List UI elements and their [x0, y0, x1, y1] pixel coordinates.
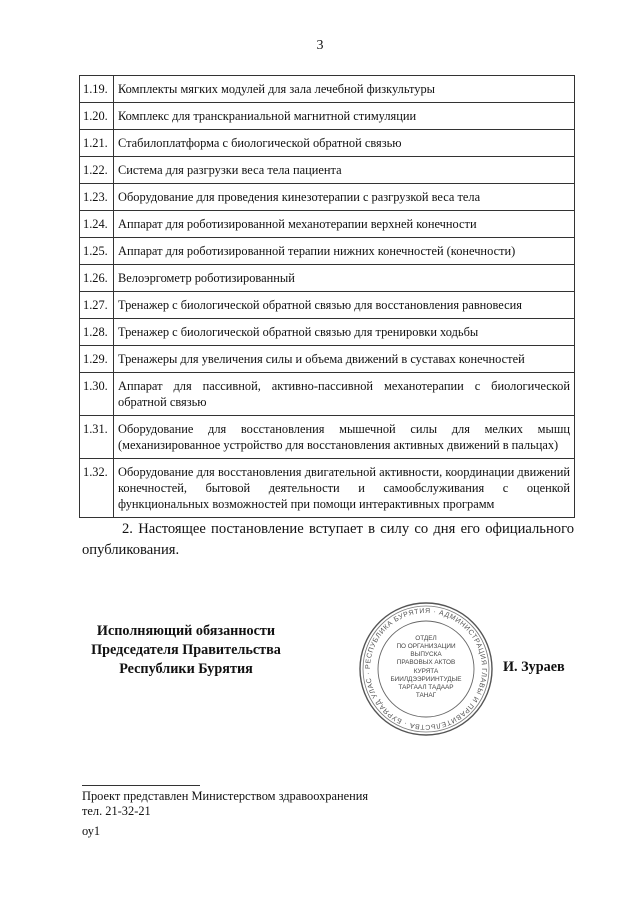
item-description: Комплекты мягких модулей для зала лечебной физкультуры — [114, 76, 575, 103]
item-number: 1.27. — [80, 292, 114, 319]
table-row — [80, 265, 575, 292]
item-number: 1.26. — [80, 265, 114, 292]
table-row — [80, 346, 575, 373]
item-number: 1.24. — [80, 211, 114, 238]
seal-line3: ВЫПУСКА — [410, 651, 442, 658]
seal-line7: ТАРГААЛ ТАДААР — [398, 684, 454, 691]
signer-title-line1: Исполняющий обязанности — [96, 623, 276, 639]
footnote — [82, 789, 368, 819]
table-row — [80, 416, 575, 459]
table-row — [80, 459, 575, 518]
item-number: 1.22. — [80, 157, 114, 184]
item-description: Тренажер с биологической обратной связью для восстановления равновесия — [114, 292, 575, 319]
table-row — [80, 130, 575, 157]
seal-line6: БИИЛДЭЭРИИНТУДЫЕ — [390, 676, 462, 683]
item-description: Тренажеры для увеличения силы и объема движений в суставах конечностей — [114, 346, 575, 373]
item-description: Аппарат для роботизированной механотерапии верхней конечности — [114, 211, 575, 238]
table-row — [80, 292, 575, 319]
table-row — [80, 76, 575, 103]
seal-line5: КУРЯТА — [413, 668, 439, 675]
item-description: Система для разгрузки веса тела пациента — [114, 157, 575, 184]
item-description: Комплекс для транскраниальной магнитной стимуляции — [114, 103, 575, 130]
item-description: Оборудование для проведения кинезотерапии с разгрузкой веса тела — [114, 184, 575, 211]
seal-outer-text: РЕСПУБЛИКА БУРЯТИЯ · АДМИНИСТРАЦИЯ ГЛАВЫ И ПРАВИТЕЛЬСТВА · БУРЯАД УЛАС · — [364, 607, 488, 731]
signer-title — [60, 622, 312, 679]
table-row — [80, 157, 575, 184]
document-code: оу1 — [82, 824, 101, 838]
item-number: 1.25. — [80, 238, 114, 265]
signer-title-line2: Председателя Правительства — [91, 642, 281, 658]
item-description: Оборудование для восстановления двигательной активности, координации движений конечностей, бытовой деятельности и самообслуживания с оценкой функциональных возможностей при помощи интерактивных программ — [114, 459, 575, 518]
table-row — [80, 238, 575, 265]
item-description: Аппарат для пассивной, активно-пассивной механотерапии с биологической обратной связью — [114, 373, 575, 416]
page-number: 3 — [316, 38, 324, 53]
table-row — [80, 103, 575, 130]
item-description: Тренажер с биологической обратной связью для тренировки ходьбы — [114, 319, 575, 346]
signer-title-line3: Республики Бурятия — [119, 661, 253, 677]
table-row — [80, 373, 575, 416]
signer-name: И. Зураев — [503, 659, 565, 675]
item-number: 1.21. — [80, 130, 114, 157]
seal-line8: ТАНАГ — [415, 692, 437, 699]
seal-line1: ОТДЕЛ — [415, 635, 437, 642]
table-row — [80, 184, 575, 211]
item-number: 1.30. — [80, 373, 114, 416]
item-description: Оборудование для восстановления мышечной силы для мелких мышц (механизированное устройство для восстановления активных движений в пальцах) — [114, 416, 575, 459]
item-number: 1.31. — [80, 416, 114, 459]
item-description: Стабилоплатформа с биологической обратной связью — [114, 130, 575, 157]
equipment-table — [79, 75, 575, 518]
seal-line2: ПО ОРГАНИЗАЦИИ — [396, 643, 456, 650]
item-number: 1.23. — [80, 184, 114, 211]
item-description: Аппарат для роботизированной терапии нижних конечностей (конечности) — [114, 238, 575, 265]
effective-date-paragraph: 2. Настоящее постановление вступает в силу со дня его официального опубликования. — [82, 521, 574, 558]
item-description: Велоэргометр роботизированный — [114, 265, 575, 292]
table-row — [80, 319, 575, 346]
footnote-line2: тел. 21-32-21 — [82, 804, 151, 818]
item-number: 1.28. — [80, 319, 114, 346]
item-number: 1.32. — [80, 459, 114, 518]
item-number: 1.20. — [80, 103, 114, 130]
official-seal — [357, 600, 495, 738]
footnote-line1: Проект представлен Министерством здравоохранения — [82, 789, 369, 803]
seal-line4: ПРАВОВЫХ АКТОВ — [396, 659, 456, 666]
item-number: 1.19. — [80, 76, 114, 103]
item-number: 1.29. — [80, 346, 114, 373]
footnote-divider — [82, 785, 200, 786]
table-row — [80, 211, 575, 238]
